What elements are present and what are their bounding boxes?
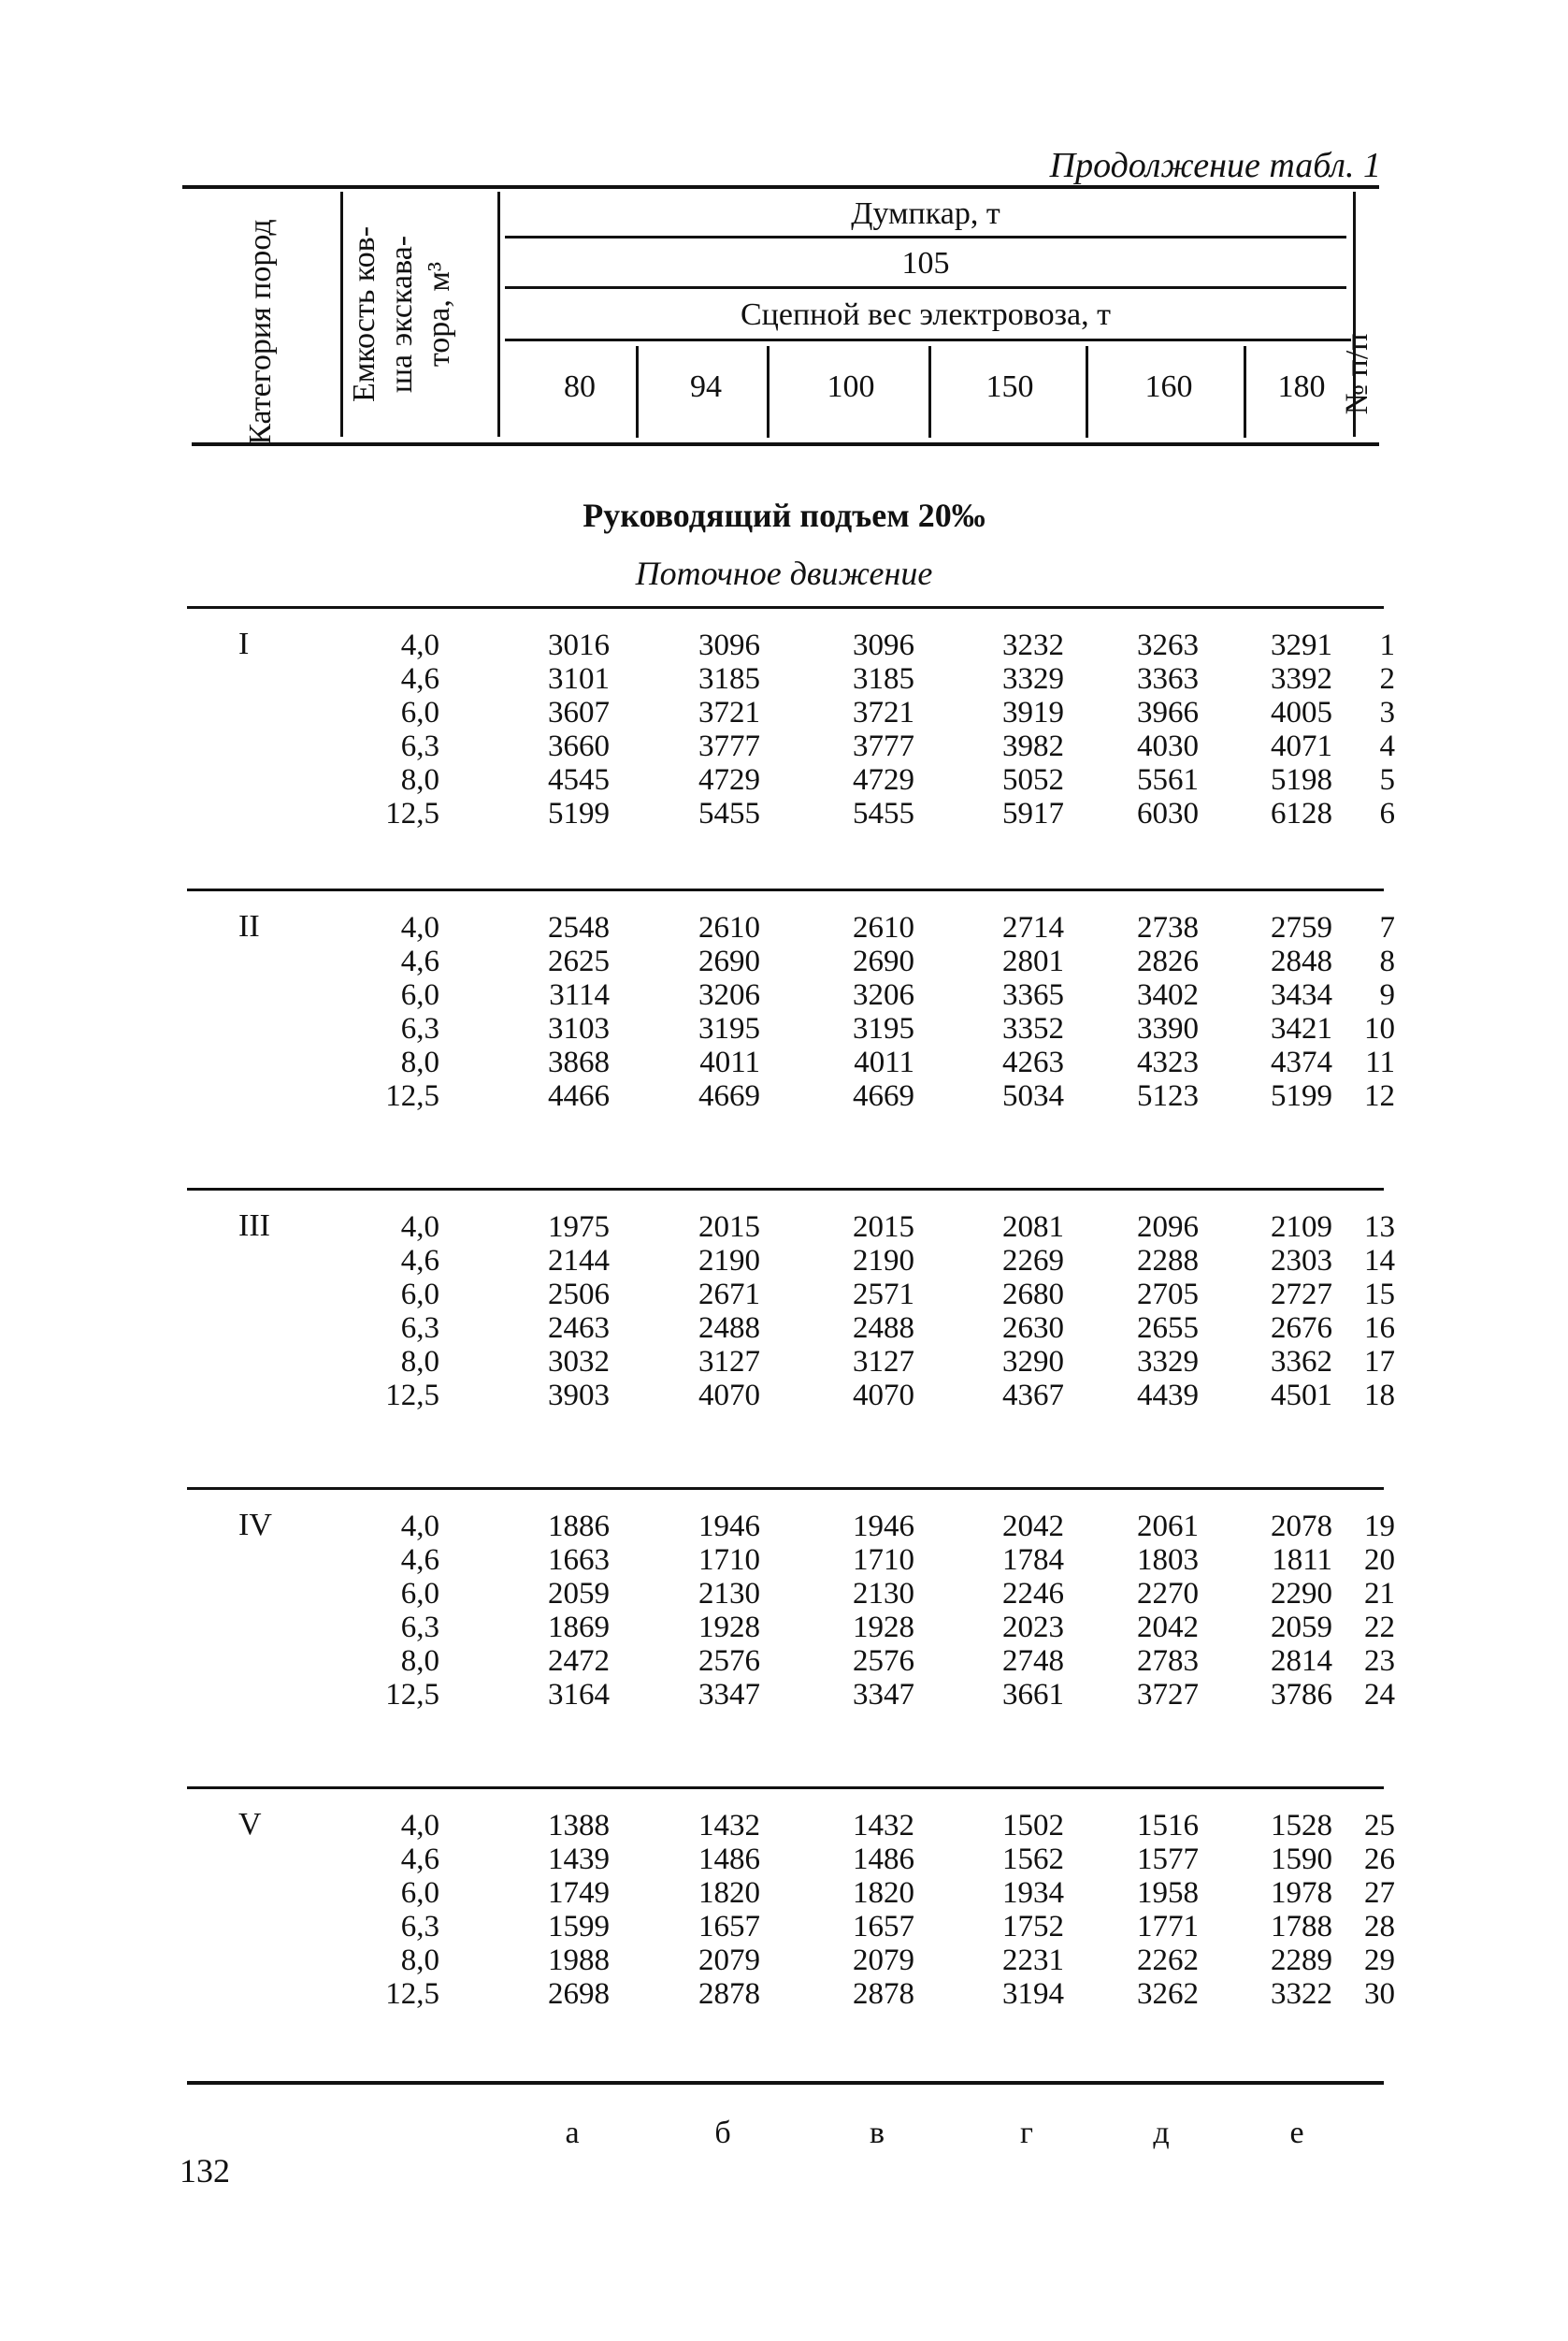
table-cell: 3721 bbox=[698, 696, 760, 730]
table-cell: 1946 bbox=[698, 1510, 760, 1543]
table-cell: 5455 bbox=[698, 797, 760, 831]
table-cell: 2801 bbox=[1002, 945, 1064, 978]
table-cell: 1886 bbox=[548, 1510, 610, 1543]
row-number: 19 bbox=[1364, 1510, 1395, 1543]
bucket-capacity: 4,6 bbox=[400, 662, 439, 696]
row-number: 20 bbox=[1364, 1543, 1395, 1577]
table-cell: 3127 bbox=[853, 1345, 914, 1379]
rock-category: III bbox=[238, 1208, 270, 1243]
table-cell: 2289 bbox=[1271, 1944, 1332, 1977]
row-number: 10 bbox=[1364, 1012, 1395, 1046]
table-cell: 4545 bbox=[548, 763, 610, 797]
table-cell: 2270 bbox=[1137, 1577, 1199, 1611]
table-cell: 4263 bbox=[1002, 1046, 1064, 1079]
table-cell: 1928 bbox=[853, 1611, 914, 1644]
table-cell: 1946 bbox=[853, 1510, 914, 1543]
bucket-capacity: 6,0 bbox=[400, 1876, 439, 1910]
table-cell: 3661 bbox=[1002, 1678, 1064, 1712]
table-cell: 2096 bbox=[1137, 1210, 1199, 1244]
table-cell: 3032 bbox=[548, 1345, 610, 1379]
table-cell: 4367 bbox=[1002, 1379, 1064, 1412]
table-cell: 2576 bbox=[853, 1644, 914, 1678]
bucket-capacity: 4,6 bbox=[400, 1244, 439, 1278]
row-number: 15 bbox=[1364, 1278, 1395, 1311]
header-category: Категория пород bbox=[243, 219, 278, 445]
table-cell: 3786 bbox=[1271, 1678, 1332, 1712]
table-cell: 5052 bbox=[1002, 763, 1064, 797]
table-cell: 3329 bbox=[1002, 662, 1064, 696]
table-cell: 2015 bbox=[698, 1210, 760, 1244]
table-cell: 3096 bbox=[853, 629, 914, 662]
table-cell: 3362 bbox=[1271, 1345, 1332, 1379]
row-number: 1 bbox=[1379, 629, 1395, 662]
table-cell: 1820 bbox=[698, 1876, 760, 1910]
header-loco-160: 160 bbox=[1144, 369, 1193, 404]
table-cell: 2671 bbox=[698, 1278, 760, 1311]
header-subdivider bbox=[1086, 346, 1088, 438]
table-cell: 3660 bbox=[548, 730, 610, 763]
bucket-capacity: 4,0 bbox=[400, 1510, 439, 1543]
column-letter: в bbox=[869, 2116, 885, 2150]
table-cell: 2079 bbox=[853, 1944, 914, 1977]
table-cell: 1590 bbox=[1271, 1842, 1332, 1876]
table-cell: 2130 bbox=[698, 1577, 760, 1611]
table-cell: 1784 bbox=[1002, 1543, 1064, 1577]
row-number: 6 bbox=[1379, 797, 1395, 831]
header-loco-150: 150 bbox=[985, 369, 1034, 404]
row-number: 26 bbox=[1364, 1842, 1395, 1876]
row-number: 14 bbox=[1364, 1244, 1395, 1278]
group-rule bbox=[187, 606, 1384, 609]
row-number: 16 bbox=[1364, 1311, 1395, 1345]
bucket-capacity: 6,0 bbox=[400, 1577, 439, 1611]
group-rule bbox=[187, 1487, 1384, 1490]
table-cell: 1811 bbox=[1272, 1543, 1332, 1577]
row-number: 9 bbox=[1379, 978, 1395, 1012]
table-cell: 1749 bbox=[548, 1876, 610, 1910]
table-cell: 3194 bbox=[1002, 1977, 1064, 2011]
table-cell: 3903 bbox=[548, 1379, 610, 1412]
table-cell: 3982 bbox=[1002, 730, 1064, 763]
table-cell: 1432 bbox=[853, 1809, 914, 1842]
column-letter: д bbox=[1153, 2116, 1170, 2150]
table-cell: 2610 bbox=[853, 911, 914, 945]
table-cell: 2059 bbox=[1271, 1611, 1332, 1644]
header-rule bbox=[505, 339, 1351, 341]
header-loco-weight: Сцепной вес электровоза, т bbox=[740, 297, 1111, 332]
table-cell: 1710 bbox=[698, 1543, 760, 1577]
bucket-capacity: 8,0 bbox=[400, 1944, 439, 1977]
table-cell: 5917 bbox=[1002, 797, 1064, 831]
table-cell: 3329 bbox=[1137, 1345, 1199, 1379]
table-cell: 3185 bbox=[698, 662, 760, 696]
table-cell: 4374 bbox=[1271, 1046, 1332, 1079]
table-cell: 6030 bbox=[1137, 797, 1199, 831]
table-cell: 2759 bbox=[1271, 911, 1332, 945]
table-cell: 4466 bbox=[548, 1079, 610, 1113]
table-cell: 1975 bbox=[548, 1210, 610, 1244]
row-number: 2 bbox=[1379, 662, 1395, 696]
header-divider bbox=[497, 192, 500, 437]
table-cell: 2576 bbox=[698, 1644, 760, 1678]
bucket-capacity: 12,5 bbox=[385, 1678, 439, 1712]
header-loco-80: 80 bbox=[564, 369, 596, 404]
bucket-capacity: 6,3 bbox=[400, 1311, 439, 1345]
table-cell: 2625 bbox=[548, 945, 610, 978]
table-cell: 1803 bbox=[1137, 1543, 1199, 1577]
table-cell: 3402 bbox=[1137, 978, 1199, 1012]
table-cell: 4501 bbox=[1271, 1379, 1332, 1412]
table-cell: 3101 bbox=[548, 662, 610, 696]
table-cell: 4011 bbox=[699, 1046, 760, 1079]
table-cell: 3262 bbox=[1137, 1977, 1199, 2011]
table-cell: 2079 bbox=[698, 1944, 760, 1977]
table-cell: 2680 bbox=[1002, 1278, 1064, 1311]
table-cell: 3232 bbox=[1002, 629, 1064, 662]
table-cell: 2783 bbox=[1137, 1644, 1199, 1678]
table-cell: 2705 bbox=[1137, 1278, 1199, 1311]
table-cell: 3322 bbox=[1271, 1977, 1332, 2011]
table-cell: 1562 bbox=[1002, 1842, 1064, 1876]
table-cell: 2610 bbox=[698, 911, 760, 945]
column-letter: г bbox=[1020, 2116, 1033, 2150]
bucket-capacity: 4,0 bbox=[400, 1210, 439, 1244]
table-cell: 2826 bbox=[1137, 945, 1199, 978]
header-rule bbox=[505, 236, 1346, 238]
row-number: 12 bbox=[1364, 1079, 1395, 1113]
row-number: 3 bbox=[1379, 696, 1395, 730]
table-cell: 4323 bbox=[1137, 1046, 1199, 1079]
column-letter: а bbox=[565, 2116, 580, 2150]
table-cell: 3777 bbox=[698, 730, 760, 763]
table-cell: 3016 bbox=[548, 629, 610, 662]
row-number: 11 bbox=[1365, 1046, 1395, 1079]
table-cell: 2548 bbox=[548, 911, 610, 945]
table-cell: 2262 bbox=[1137, 1944, 1199, 1977]
table-cell: 2144 bbox=[548, 1244, 610, 1278]
table-cell: 2690 bbox=[698, 945, 760, 978]
table-cell: 2506 bbox=[548, 1278, 610, 1311]
table-cell: 5198 bbox=[1271, 763, 1332, 797]
table-cell: 1988 bbox=[548, 1944, 610, 1977]
table-cell: 3185 bbox=[853, 662, 914, 696]
table-cell: 3206 bbox=[853, 978, 914, 1012]
row-number: 24 bbox=[1364, 1678, 1395, 1712]
bucket-capacity: 8,0 bbox=[400, 1644, 439, 1678]
table-cell: 1502 bbox=[1002, 1809, 1064, 1842]
table-cell: 3195 bbox=[698, 1012, 760, 1046]
group-rule bbox=[187, 889, 1384, 891]
row-number: 22 bbox=[1364, 1611, 1395, 1644]
table-cell: 4439 bbox=[1137, 1379, 1199, 1412]
table-cell: 5455 bbox=[853, 797, 914, 831]
header-subdivider bbox=[636, 346, 639, 438]
table-cell: 1657 bbox=[698, 1910, 760, 1944]
table-cell: 4005 bbox=[1271, 696, 1332, 730]
bucket-capacity: 4,0 bbox=[400, 629, 439, 662]
bucket-capacity: 6,0 bbox=[400, 1278, 439, 1311]
table-cell: 3363 bbox=[1137, 662, 1199, 696]
table-cell: 2676 bbox=[1271, 1311, 1332, 1345]
table-cell: 2190 bbox=[853, 1244, 914, 1278]
table-cell: 3392 bbox=[1271, 662, 1332, 696]
table-cell: 2023 bbox=[1002, 1611, 1064, 1644]
bucket-capacity: 6,0 bbox=[400, 696, 439, 730]
table-bottom-rule bbox=[187, 2081, 1384, 2085]
table-cell: 2290 bbox=[1271, 1577, 1332, 1611]
table-cell: 5123 bbox=[1137, 1079, 1199, 1113]
table-cell: 1432 bbox=[698, 1809, 760, 1842]
table-cell: 1934 bbox=[1002, 1876, 1064, 1910]
row-number: 28 bbox=[1364, 1910, 1395, 1944]
table-cell: 2690 bbox=[853, 945, 914, 978]
row-number: 17 bbox=[1364, 1345, 1395, 1379]
table-cell: 2288 bbox=[1137, 1244, 1199, 1278]
table-cell: 4729 bbox=[853, 763, 914, 797]
table-cell: 1439 bbox=[548, 1842, 610, 1876]
table-cell: 4011 bbox=[854, 1046, 914, 1079]
table-cell: 3114 bbox=[549, 978, 610, 1012]
row-number: 23 bbox=[1364, 1644, 1395, 1678]
table-cell: 1388 bbox=[548, 1809, 610, 1842]
table-cell: 3206 bbox=[698, 978, 760, 1012]
table-cell: 6128 bbox=[1271, 797, 1332, 831]
table-cell: 3777 bbox=[853, 730, 914, 763]
table-cell: 1788 bbox=[1271, 1910, 1332, 1944]
table-cell: 2571 bbox=[853, 1278, 914, 1311]
rock-category: I bbox=[238, 627, 250, 661]
rock-category: IV bbox=[238, 1508, 272, 1542]
table-cell: 3919 bbox=[1002, 696, 1064, 730]
table-cell: 2109 bbox=[1271, 1210, 1332, 1244]
table-cell: 3291 bbox=[1271, 629, 1332, 662]
header-subdivider bbox=[928, 346, 931, 438]
table-cell: 3096 bbox=[698, 629, 760, 662]
table-cell: 1577 bbox=[1137, 1842, 1199, 1876]
table-cell: 3868 bbox=[548, 1046, 610, 1079]
header-bucket-3: тора, м³ bbox=[422, 261, 456, 368]
header-loco-100: 100 bbox=[827, 369, 875, 404]
table-cell: 3103 bbox=[548, 1012, 610, 1046]
header-top-rule bbox=[182, 185, 1379, 189]
table-cell: 3164 bbox=[548, 1678, 610, 1712]
header-divider bbox=[340, 192, 343, 437]
bucket-capacity: 8,0 bbox=[400, 763, 439, 797]
table-cell: 1657 bbox=[853, 1910, 914, 1944]
bucket-capacity: 6,3 bbox=[400, 1611, 439, 1644]
table-cell: 2078 bbox=[1271, 1510, 1332, 1543]
table-cell: 1869 bbox=[548, 1611, 610, 1644]
table-cell: 1516 bbox=[1137, 1809, 1199, 1842]
table-cell: 1771 bbox=[1137, 1910, 1199, 1944]
table-cell: 2246 bbox=[1002, 1577, 1064, 1611]
row-number: 27 bbox=[1364, 1876, 1395, 1910]
table-cell: 2130 bbox=[853, 1577, 914, 1611]
section-subtitle: Поточное движение bbox=[635, 555, 933, 592]
table-cell: 2269 bbox=[1002, 1244, 1064, 1278]
row-number: 29 bbox=[1364, 1944, 1395, 1977]
bucket-capacity: 12,5 bbox=[385, 1977, 439, 2011]
table-cell: 4669 bbox=[698, 1079, 760, 1113]
bucket-capacity: 8,0 bbox=[400, 1046, 439, 1079]
table-cell: 3365 bbox=[1002, 978, 1064, 1012]
table-cell: 3347 bbox=[853, 1678, 914, 1712]
column-letter: б bbox=[714, 2116, 731, 2150]
bucket-capacity: 6,3 bbox=[400, 1012, 439, 1046]
row-number: 21 bbox=[1364, 1577, 1395, 1611]
rock-category: V bbox=[238, 1807, 262, 1842]
header-dumpcar: Думпкар, т bbox=[851, 196, 1000, 231]
table-cell: 3352 bbox=[1002, 1012, 1064, 1046]
header-subdivider bbox=[767, 346, 770, 438]
table-cell: 2748 bbox=[1002, 1644, 1064, 1678]
table-cell: 1599 bbox=[548, 1910, 610, 1944]
table-cell: 1978 bbox=[1271, 1876, 1332, 1910]
table-cell: 4729 bbox=[698, 763, 760, 797]
table-cell: 4030 bbox=[1137, 730, 1199, 763]
bucket-capacity: 4,0 bbox=[400, 1809, 439, 1842]
table-cell: 2081 bbox=[1002, 1210, 1064, 1244]
table-cell: 3195 bbox=[853, 1012, 914, 1046]
bucket-capacity: 4,6 bbox=[400, 1543, 439, 1577]
table-cell: 2738 bbox=[1137, 911, 1199, 945]
row-number: 25 bbox=[1364, 1809, 1395, 1842]
table-cell: 5199 bbox=[1271, 1079, 1332, 1113]
table-cell: 2878 bbox=[853, 1977, 914, 2011]
table-cell: 1820 bbox=[853, 1876, 914, 1910]
table-cell: 4070 bbox=[853, 1379, 914, 1412]
table-cell: 2190 bbox=[698, 1244, 760, 1278]
bucket-capacity: 12,5 bbox=[385, 797, 439, 831]
bucket-capacity: 4,0 bbox=[400, 911, 439, 945]
group-rule bbox=[187, 1786, 1384, 1789]
row-number: 5 bbox=[1379, 763, 1395, 797]
table-cell: 2630 bbox=[1002, 1311, 1064, 1345]
table-cell: 2463 bbox=[548, 1311, 610, 1345]
table-cell: 2714 bbox=[1002, 911, 1064, 945]
header-bucket-1: Емкость ков- bbox=[347, 225, 381, 403]
table-cell: 3347 bbox=[698, 1678, 760, 1712]
group-rule bbox=[187, 1188, 1384, 1191]
bucket-capacity: 8,0 bbox=[400, 1345, 439, 1379]
table-cell: 3127 bbox=[698, 1345, 760, 1379]
header-loco-94: 94 bbox=[690, 369, 722, 404]
column-letter: е bbox=[1289, 2116, 1304, 2150]
table-cell: 4071 bbox=[1271, 730, 1332, 763]
rock-category: II bbox=[238, 909, 260, 944]
bucket-capacity: 12,5 bbox=[385, 1379, 439, 1412]
table-caption: Продолжение табл. 1 bbox=[1049, 146, 1381, 185]
row-number: 4 bbox=[1379, 730, 1395, 763]
table-cell: 2655 bbox=[1137, 1311, 1199, 1345]
table-cell: 1752 bbox=[1002, 1910, 1064, 1944]
table-cell: 2488 bbox=[853, 1311, 914, 1345]
row-number: 8 bbox=[1379, 945, 1395, 978]
header-bottom-rule bbox=[192, 442, 1379, 446]
table-cell: 2042 bbox=[1002, 1510, 1064, 1543]
table-cell: 1486 bbox=[698, 1842, 760, 1876]
row-number: 30 bbox=[1364, 1977, 1395, 2011]
table-cell: 3727 bbox=[1137, 1678, 1199, 1712]
table-cell: 3434 bbox=[1271, 978, 1332, 1012]
table-cell: 3966 bbox=[1137, 696, 1199, 730]
header-subdivider bbox=[1244, 346, 1246, 438]
header-bucket-2: ша экскава- bbox=[384, 235, 419, 394]
table-cell: 2878 bbox=[698, 1977, 760, 2011]
table-cell: 2061 bbox=[1137, 1510, 1199, 1543]
header-dumpcar-value: 105 bbox=[901, 246, 950, 281]
table-cell: 2015 bbox=[853, 1210, 914, 1244]
table-cell: 2698 bbox=[548, 1977, 610, 2011]
table-cell: 2472 bbox=[548, 1644, 610, 1678]
table-cell: 4669 bbox=[853, 1079, 914, 1113]
table-cell: 3421 bbox=[1271, 1012, 1332, 1046]
table-cell: 4070 bbox=[698, 1379, 760, 1412]
table-cell: 3607 bbox=[548, 696, 610, 730]
table-cell: 1663 bbox=[548, 1543, 610, 1577]
header-row-number: № п/п bbox=[1340, 333, 1374, 415]
table-cell: 2059 bbox=[548, 1577, 610, 1611]
page-number: 132 bbox=[180, 2152, 230, 2189]
row-number: 13 bbox=[1364, 1210, 1395, 1244]
table-cell: 2848 bbox=[1271, 945, 1332, 978]
row-number: 18 bbox=[1364, 1379, 1395, 1412]
header-loco-180: 180 bbox=[1277, 369, 1326, 404]
table-cell: 1528 bbox=[1271, 1809, 1332, 1842]
table-cell: 3263 bbox=[1137, 629, 1199, 662]
bucket-capacity: 4,6 bbox=[400, 945, 439, 978]
section-title: Руководящий подъем 20‰ bbox=[583, 497, 985, 534]
bucket-capacity: 4,6 bbox=[400, 1842, 439, 1876]
header-rule bbox=[505, 286, 1346, 289]
table-cell: 2303 bbox=[1271, 1244, 1332, 1278]
table-cell: 5034 bbox=[1002, 1079, 1064, 1113]
table-cell: 3721 bbox=[853, 696, 914, 730]
table-cell: 2042 bbox=[1137, 1611, 1199, 1644]
bucket-capacity: 6,3 bbox=[400, 1910, 439, 1944]
table-cell: 2727 bbox=[1271, 1278, 1332, 1311]
table-cell: 2814 bbox=[1271, 1644, 1332, 1678]
table-cell: 1928 bbox=[698, 1611, 760, 1644]
table-cell: 5199 bbox=[548, 797, 610, 831]
table-cell: 2488 bbox=[698, 1311, 760, 1345]
table-cell: 2231 bbox=[1002, 1944, 1064, 1977]
table-cell: 1486 bbox=[853, 1842, 914, 1876]
row-number: 7 bbox=[1379, 911, 1395, 945]
table-cell: 1958 bbox=[1137, 1876, 1199, 1910]
bucket-capacity: 6,0 bbox=[400, 978, 439, 1012]
bucket-capacity: 12,5 bbox=[385, 1079, 439, 1113]
table-cell: 5561 bbox=[1137, 763, 1199, 797]
table-cell: 3290 bbox=[1002, 1345, 1064, 1379]
table-cell: 3390 bbox=[1137, 1012, 1199, 1046]
bucket-capacity: 6,3 bbox=[400, 730, 439, 763]
table-cell: 1710 bbox=[853, 1543, 914, 1577]
